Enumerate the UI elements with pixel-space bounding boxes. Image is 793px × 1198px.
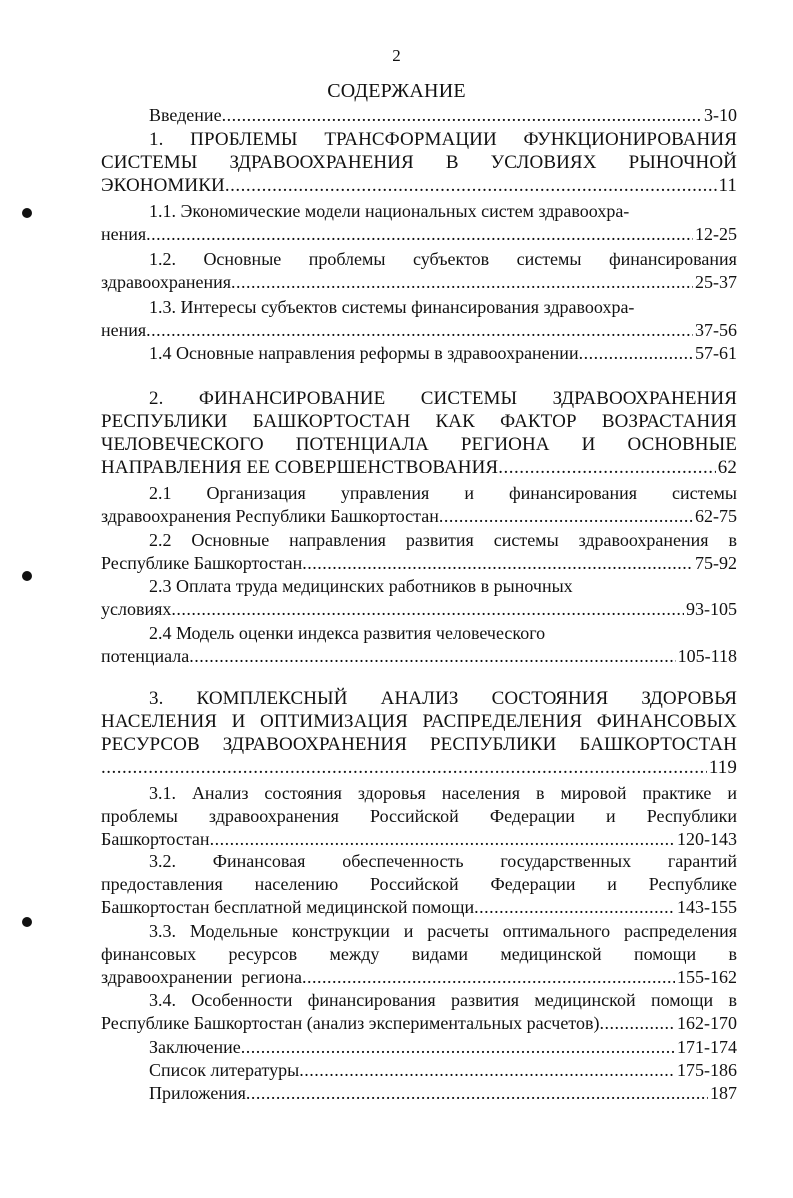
toc-text: Список литературы <box>149 1060 300 1080</box>
dot-leader <box>222 104 702 127</box>
toc-text: 2.2 <box>149 530 172 550</box>
toc-section-3-4[interactable] <box>101 989 737 1035</box>
toc-line <box>101 850 737 873</box>
toc-text: финансовых <box>101 944 197 964</box>
toc-text: ФИНАНСИРОВАНИЕ <box>198 388 386 409</box>
toc-text: состояния <box>264 783 342 803</box>
toc-text: финансирования <box>307 990 436 1010</box>
toc-text: в <box>536 783 545 803</box>
toc-line <box>101 410 737 433</box>
toc-text: медицинской <box>534 990 636 1010</box>
toc-line <box>101 552 737 575</box>
dot-leader <box>171 598 684 621</box>
toc-text: СИСТЕМЫ <box>420 388 518 409</box>
toc-line <box>101 598 737 621</box>
toc-text: предоставления <box>101 874 223 894</box>
toc-chapter-3[interactable] <box>101 687 737 779</box>
toc-line <box>101 342 737 365</box>
toc-text: Заключение <box>149 1037 241 1057</box>
toc-text: И <box>231 711 246 732</box>
toc-text: управления <box>340 483 430 503</box>
toc-text: Организация <box>206 483 306 503</box>
toc-section-3-1[interactable] <box>101 782 737 851</box>
margin-mark <box>22 208 32 218</box>
toc-line <box>101 1059 737 1082</box>
toc-text: финансирования <box>509 483 637 503</box>
toc-text: Модельные <box>189 921 278 941</box>
toc-text: 1.4 Основные направления реформы в здравоохранении <box>149 343 579 363</box>
dot-leader <box>302 966 675 989</box>
dot-leader <box>302 552 693 575</box>
toc-text: здравоохранения <box>578 530 709 550</box>
toc-text: ВОЗРАСТАНИЯ <box>601 411 737 432</box>
page-ref: 143-155 <box>677 897 737 917</box>
page-ref: 62 <box>717 457 737 478</box>
toc-text: АНАЛИЗ <box>380 688 459 709</box>
toc-text: СОСТОЯНИЯ <box>491 688 609 709</box>
toc-text: ОСНОВНЫЕ <box>627 434 737 455</box>
toc-line <box>101 1036 737 1059</box>
toc-text: 2. <box>149 388 164 409</box>
page-ref: 12-25 <box>695 224 737 244</box>
toc-text: Российской <box>369 874 459 894</box>
toc-text: 3.2. <box>149 851 176 871</box>
toc-text: мировой <box>560 783 627 803</box>
toc-text: И <box>581 434 596 455</box>
toc-text: конструкции <box>291 921 390 941</box>
toc-text: здоровья <box>357 783 426 803</box>
toc-text: ФУНКЦИОНИРОВАНИЯ <box>523 129 737 150</box>
toc-text: 3.4. <box>149 990 176 1010</box>
toc-section-2-1[interactable] <box>101 482 737 528</box>
toc-text: нения <box>101 320 147 340</box>
dot-leader <box>210 828 675 851</box>
toc-text: расчеты <box>427 921 489 941</box>
toc-text: Федерации <box>489 806 575 826</box>
toc-text: ресурсов <box>228 944 298 964</box>
toc-text: и <box>605 806 616 826</box>
page-ref: 187 <box>710 1083 737 1103</box>
toc-text: в <box>728 990 737 1010</box>
toc-line <box>101 271 737 294</box>
toc-text: проблемы <box>308 249 386 269</box>
toc-text: 2.3 Оплата труда медицинских работников в рыночных <box>149 576 573 596</box>
toc-line <box>101 966 737 989</box>
toc-line <box>101 710 737 733</box>
page-ref: 57-61 <box>695 343 737 363</box>
page-number: 2 <box>392 46 401 65</box>
toc-text: системы <box>672 483 737 503</box>
toc-section-2-3[interactable] <box>101 575 737 621</box>
toc-line <box>101 920 737 943</box>
margin-mark <box>22 571 32 581</box>
toc-text: распределения <box>623 921 737 941</box>
toc-text: нения <box>101 224 147 244</box>
toc-line <box>101 1082 737 1105</box>
toc-entry-conclusion[interactable] <box>101 1036 737 1059</box>
toc-text: РЕСПУБЛИКИ <box>430 734 557 755</box>
margin-mark <box>22 917 32 927</box>
toc-text: КАК <box>435 411 475 432</box>
toc-entry-appendix[interactable] <box>101 1082 737 1105</box>
toc-section-1-3[interactable] <box>101 296 737 342</box>
toc-text: КОМПЛЕКСНЫЙ <box>196 688 348 709</box>
page-ref: 25-37 <box>695 272 737 292</box>
toc-line <box>101 128 737 151</box>
toc-text: НАСЕЛЕНИЯ <box>101 711 218 732</box>
toc-section-1-1[interactable] <box>101 200 737 246</box>
dot-leader <box>146 223 693 246</box>
toc-text: Основные <box>191 530 270 550</box>
toc-text: финансирования <box>608 249 737 269</box>
page-ref: 3-10 <box>704 105 737 125</box>
toc-text: Введение <box>149 105 222 125</box>
toc-line <box>101 248 737 271</box>
page-ref: 75-92 <box>695 553 737 573</box>
toc-text: БАШКОРТОСТАН <box>252 411 411 432</box>
toc-text: 2.4 Модель оценки индекса развития человеческого <box>149 623 546 643</box>
toc-line <box>101 622 737 645</box>
dot-leader <box>231 271 693 294</box>
toc-line <box>101 319 737 342</box>
toc-text: РЕГИОНА <box>460 434 550 455</box>
toc-line <box>101 482 737 505</box>
toc-text: РЕСПУБЛИКИ <box>101 411 228 432</box>
toc-text: ЗДРАВООХРАНЕНИЯ <box>552 388 737 409</box>
dot-leader <box>579 342 693 365</box>
dot-leader <box>599 1012 675 1035</box>
toc-text: Основные <box>203 249 282 269</box>
toc-line <box>101 529 737 552</box>
toc-section-2-4[interactable] <box>101 622 737 668</box>
toc-text: здравоохранении региона <box>101 967 302 987</box>
toc-text: 2.1 <box>149 483 172 503</box>
toc-text: 1.3. Интересы субъектов системы финансирования здравоохра- <box>149 297 635 317</box>
toc-text: В <box>445 152 459 173</box>
toc-text: ЗДРАВООХРАНЕНИЯ <box>229 152 414 173</box>
page-title: СОДЕРЖАНИЕ <box>327 80 466 102</box>
toc-text: РАСПРЕДЕЛЕНИЯ <box>422 711 583 732</box>
toc-text: и <box>607 874 617 894</box>
toc-text: государственных <box>500 851 632 871</box>
dot-leader <box>498 456 716 479</box>
page-ref: 119 <box>708 757 737 778</box>
toc-line <box>101 433 737 456</box>
toc-line <box>101 104 737 127</box>
toc-text: в <box>728 944 737 964</box>
toc-text: ПОТЕНЦИАЛА <box>295 434 429 455</box>
toc-text: БАШКОРТОСТАН <box>579 734 737 755</box>
toc-line <box>101 873 737 896</box>
toc-line <box>101 687 737 710</box>
toc-text: Республики <box>646 806 737 826</box>
toc-line <box>101 200 737 223</box>
toc-text: проблемы <box>101 806 178 826</box>
page-ref: 171-174 <box>677 1037 737 1057</box>
toc-text: 3. <box>149 688 164 709</box>
toc-section-3-3[interactable] <box>101 920 737 989</box>
toc-text: в <box>728 530 737 550</box>
toc-line <box>101 223 737 246</box>
toc-text: Особенности <box>191 990 293 1010</box>
dot-leader <box>439 505 693 528</box>
toc-line <box>101 456 737 479</box>
toc-line <box>101 733 737 756</box>
toc-text: 3.1. <box>149 783 176 803</box>
toc-text: помощи <box>650 990 714 1010</box>
toc-text: 1. <box>149 129 164 150</box>
toc-text: здравоохранения <box>208 806 339 826</box>
toc-entry-intro[interactable] <box>101 104 737 127</box>
toc-text: Башкортостан бесплатной медицинской помощи <box>101 897 475 917</box>
toc-text: Приложения <box>149 1083 246 1103</box>
toc-line <box>101 151 737 174</box>
toc-text: Финансовая <box>212 851 306 871</box>
toc-entry-references[interactable] <box>101 1059 737 1082</box>
toc-text: ФАКТОР <box>500 411 577 432</box>
toc-text: ЗДРАВООХРАНЕНИЯ <box>222 734 408 755</box>
toc-text: 1.1. Экономические модели национальных систем здравоохра- <box>149 201 630 221</box>
toc-text: Республике Башкортостан <box>101 553 303 573</box>
toc-line <box>101 645 737 668</box>
toc-line <box>101 387 737 410</box>
toc-text: и <box>403 921 414 941</box>
dot-leader <box>225 174 717 197</box>
toc-text: населения <box>441 783 521 803</box>
toc-text: Федерации <box>490 874 576 894</box>
toc-section-1-4[interactable] <box>101 342 737 365</box>
dot-leader <box>189 645 675 668</box>
toc-section-2-2[interactable] <box>101 529 737 575</box>
toc-text: обеспеченность <box>342 851 464 871</box>
dot-leader <box>474 896 675 919</box>
toc-line <box>101 896 737 919</box>
toc-text: и <box>464 483 474 503</box>
toc-text: ПРОБЛЕМЫ <box>190 129 298 150</box>
page-ref: 175-186 <box>677 1060 737 1080</box>
toc-section-1-2[interactable] <box>101 248 737 294</box>
page-ref: 105-118 <box>677 646 737 666</box>
dot-leader <box>101 756 707 779</box>
toc-text: развития <box>405 530 474 550</box>
toc-text: между <box>329 944 380 964</box>
toc-line <box>101 805 737 828</box>
toc-line <box>101 575 737 598</box>
toc-text: субъектов <box>412 249 490 269</box>
toc-text: условиях <box>101 599 172 619</box>
toc-text: развития <box>451 990 520 1010</box>
toc-text: Анализ <box>191 783 249 803</box>
page-ref: 162-170 <box>677 1013 737 1033</box>
page-ref: 93-105 <box>686 599 737 619</box>
toc-text: Башкортостан <box>101 829 210 849</box>
toc-text: медицинской <box>500 944 602 964</box>
page-ref: 37-56 <box>695 320 737 340</box>
toc-text: УСЛОВИЯХ <box>490 152 597 173</box>
toc-text: гарантий <box>667 851 737 871</box>
page-ref: 155-162 <box>677 967 737 987</box>
toc-line <box>101 296 737 319</box>
toc-text: ЧЕЛОВЕЧЕСКОГО <box>101 434 264 455</box>
page-ref: 11 <box>718 175 737 196</box>
toc-text: ЭКОНОМИКИ <box>101 175 225 196</box>
toc-line <box>101 1012 737 1035</box>
toc-text: ЗДОРОВЬЯ <box>641 688 737 709</box>
toc-text: здравоохранения Республики Башкортостан <box>101 506 439 526</box>
toc-text: НАПРАВЛЕНИЯ ЕЕ СОВЕРШЕНСТВОВАНИЯ <box>101 457 499 478</box>
toc-text: 3.3. <box>149 921 176 941</box>
dot-leader <box>246 1082 708 1105</box>
toc-line <box>101 943 737 966</box>
toc-text: Республике <box>648 874 737 894</box>
toc-line <box>101 828 737 851</box>
dot-leader <box>146 319 693 342</box>
toc-text: потенциала <box>101 646 190 666</box>
toc-text: 1.2. <box>149 249 176 269</box>
toc-text: ТРАНСФОРМАЦИИ <box>324 129 497 150</box>
toc-text: здравоохранения <box>101 272 232 292</box>
toc-line <box>101 756 737 779</box>
dot-leader <box>241 1036 675 1059</box>
toc-text: РЫНОЧНОЙ <box>628 152 737 173</box>
toc-text: системы <box>493 530 559 550</box>
toc-line <box>101 174 737 197</box>
toc-text: Российской <box>370 806 459 826</box>
toc-text: оптимального <box>502 921 611 941</box>
toc-text: и <box>727 783 737 803</box>
toc-line <box>101 989 737 1012</box>
page-ref: 62-75 <box>695 506 737 526</box>
toc-section-3-2[interactable] <box>101 850 737 919</box>
toc-chapter-1[interactable] <box>101 128 737 197</box>
toc-text: ОПТИМИЗАЦИЯ <box>260 711 408 732</box>
toc-text: помощи <box>633 944 697 964</box>
toc-text: Республике Башкортостан (анализ экспериментальных расчетов) <box>101 1013 600 1033</box>
dot-leader <box>299 1059 675 1082</box>
toc-text: видами <box>411 944 469 964</box>
page-ref: 120-143 <box>677 829 737 849</box>
toc-line <box>101 505 737 528</box>
toc-text: системы <box>516 249 582 269</box>
toc-text: РЕСУРСОВ <box>101 734 200 755</box>
toc-text: направления <box>289 530 386 550</box>
toc-text: СИСТЕМЫ <box>101 152 198 173</box>
toc-text: населению <box>254 874 339 894</box>
toc-text: практике <box>642 783 712 803</box>
toc-chapter-2[interactable] <box>101 387 737 479</box>
toc-text: ФИНАНСОВЫХ <box>596 711 737 732</box>
toc-line <box>101 782 737 805</box>
